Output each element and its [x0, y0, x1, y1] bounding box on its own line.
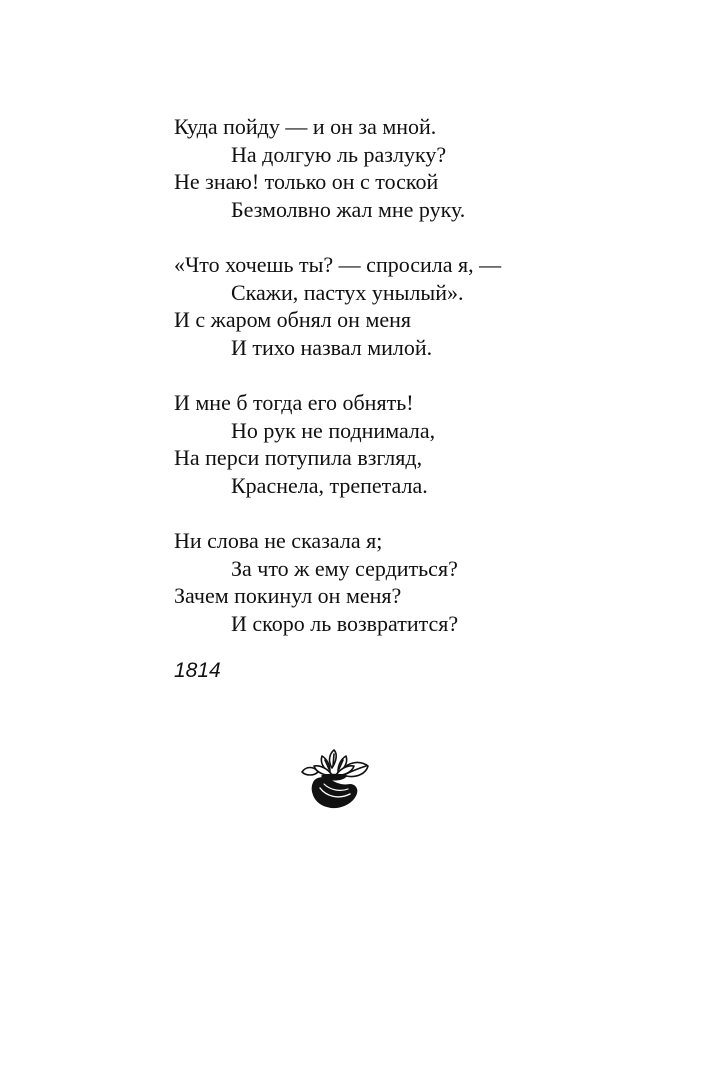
flower-vignette-icon — [296, 744, 372, 810]
poem-line: Краснела, трепетала. — [231, 472, 428, 498]
poem-line: За что ж ему сердиться? — [231, 555, 458, 581]
stanza-2 — [174, 251, 674, 361]
poem-line: Не знаю! только он с тоской — [174, 169, 439, 194]
poem-line: И скоро ль возвратится? — [231, 610, 459, 636]
stanza-3 — [174, 389, 674, 499]
poem-line: На перси потупила взгляд, — [174, 445, 423, 470]
poem-year: 1814 — [174, 659, 221, 682]
poem-line: Безмолвно жал мне руку. — [231, 196, 466, 222]
poem-line: И с жаром обнял он меня — [174, 307, 412, 332]
poem-line: Скажи, пастух унылый». — [231, 279, 464, 305]
poem-line: «Что хочешь ты? — спросила я, — — [174, 252, 502, 277]
poem-line: На долгую ль разлуку? — [231, 141, 447, 167]
poem-line: Но рук не поднимала, — [231, 417, 436, 443]
stanza-1 — [174, 113, 674, 223]
poem-line: Ни слова не сказала я; — [174, 528, 383, 553]
poem-line: И мне б тогда его обнять! — [174, 390, 414, 415]
poem-line: И тихо назвал милой. — [231, 334, 433, 360]
poem-line: Куда пойду — и он за мной. — [174, 114, 437, 139]
poem-line: Зачем покинул он меня? — [174, 583, 402, 608]
stanza-4 — [174, 527, 674, 637]
poem — [174, 113, 674, 665]
